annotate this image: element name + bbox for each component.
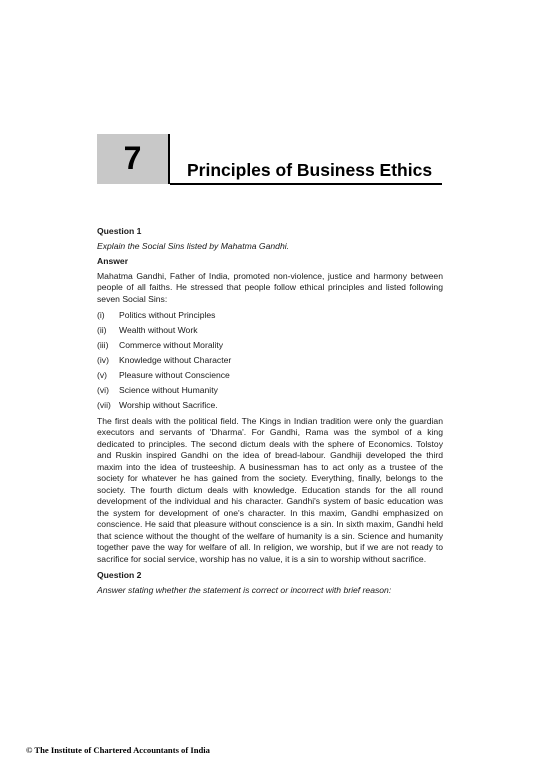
- list-item-text: Commerce without Morality: [119, 340, 224, 350]
- list-item: [97, 370, 443, 382]
- social-sins-list: [97, 310, 443, 412]
- footer-copyright: © The Institute of Chartered Accountants of India: [26, 745, 210, 755]
- list-item-number: (vii): [97, 400, 111, 410]
- question-1-heading: Question 1: [97, 226, 142, 236]
- list-item-number: (ii): [97, 325, 107, 335]
- list-item: [97, 340, 443, 352]
- list-item-number: (v): [97, 370, 108, 380]
- list-item-number: (vi): [97, 385, 109, 395]
- list-item-number: (iii): [97, 340, 109, 350]
- list-item: [97, 325, 443, 337]
- list-item-number: (iv): [97, 355, 109, 365]
- list-item: [97, 355, 443, 367]
- list-item-text: Worship without Sacrifice.: [119, 400, 218, 410]
- list-item: [97, 385, 443, 397]
- question-1-text: Explain the Social Sins listed by Mahatma Gandhi.: [97, 240, 290, 251]
- question-2-text: Answer stating whether the statement is correct or incorrect with brief reason:: [97, 584, 392, 595]
- question-2-heading: Question 2: [97, 570, 142, 580]
- list-item-text: Science without Humanity: [119, 385, 218, 395]
- list-item-text: Knowledge without Character: [119, 355, 232, 365]
- answer-1-heading: Answer: [97, 256, 129, 266]
- chapter-title: Principles of Business Ethics: [187, 160, 433, 180]
- page-content: [97, 226, 443, 600]
- answer-1-explanation: The first deals with the political field. The Kings in Indian tradition were only the guardian executors and servants of 'Dharma'. For Gandhi, Rama was the symbol of a king dedicated to principles. The second dictum deals with the sphere of Economics. Tolstoy and Ruskin inspired Gandhi on the idea of bread-labour. Gandhiji developed the third maxim into the idea of trusteeship. A businessman has to act only as a trustee of the society for whatever he has gained from the society. Everything, finally, belongs to the society. The fourth dictum deals with knowledge. Education stands for the all round development of the individual and his character. Gandhi's system of basic education was the system for development of one's character. In this maxim, Gandhi emphasized on conscience. He said that pleasure without conscience is a sin. In sixth maxim, Gandhi held that science without the thought of the welfare of humanity is a sin. Science and humanity together pave the way for welfare of all. In religion, we worship, but if we are not ready to sacrifice for social service, worship has no value, it is a sin to worship without sacrifice.: [97, 415, 443, 564]
- chapter-title-rule: [170, 183, 442, 185]
- answer-1-intro: Mahatma Gandhi, Father of India, promoted non-violence, justice and harmony between people of all faiths. He stressed that people follow ethical principles and listed following seven Social Sins:: [97, 270, 443, 304]
- list-item-text: Pleasure without Conscience: [119, 370, 230, 380]
- list-item-text: Wealth without Work: [119, 325, 198, 335]
- list-item: [97, 400, 443, 412]
- list-item-number: (i): [97, 310, 105, 320]
- chapter-number: 7: [123, 140, 142, 176]
- chapter-number-box: [97, 134, 170, 184]
- list-item: [97, 310, 443, 322]
- list-item-text: Politics without Principles: [119, 310, 216, 320]
